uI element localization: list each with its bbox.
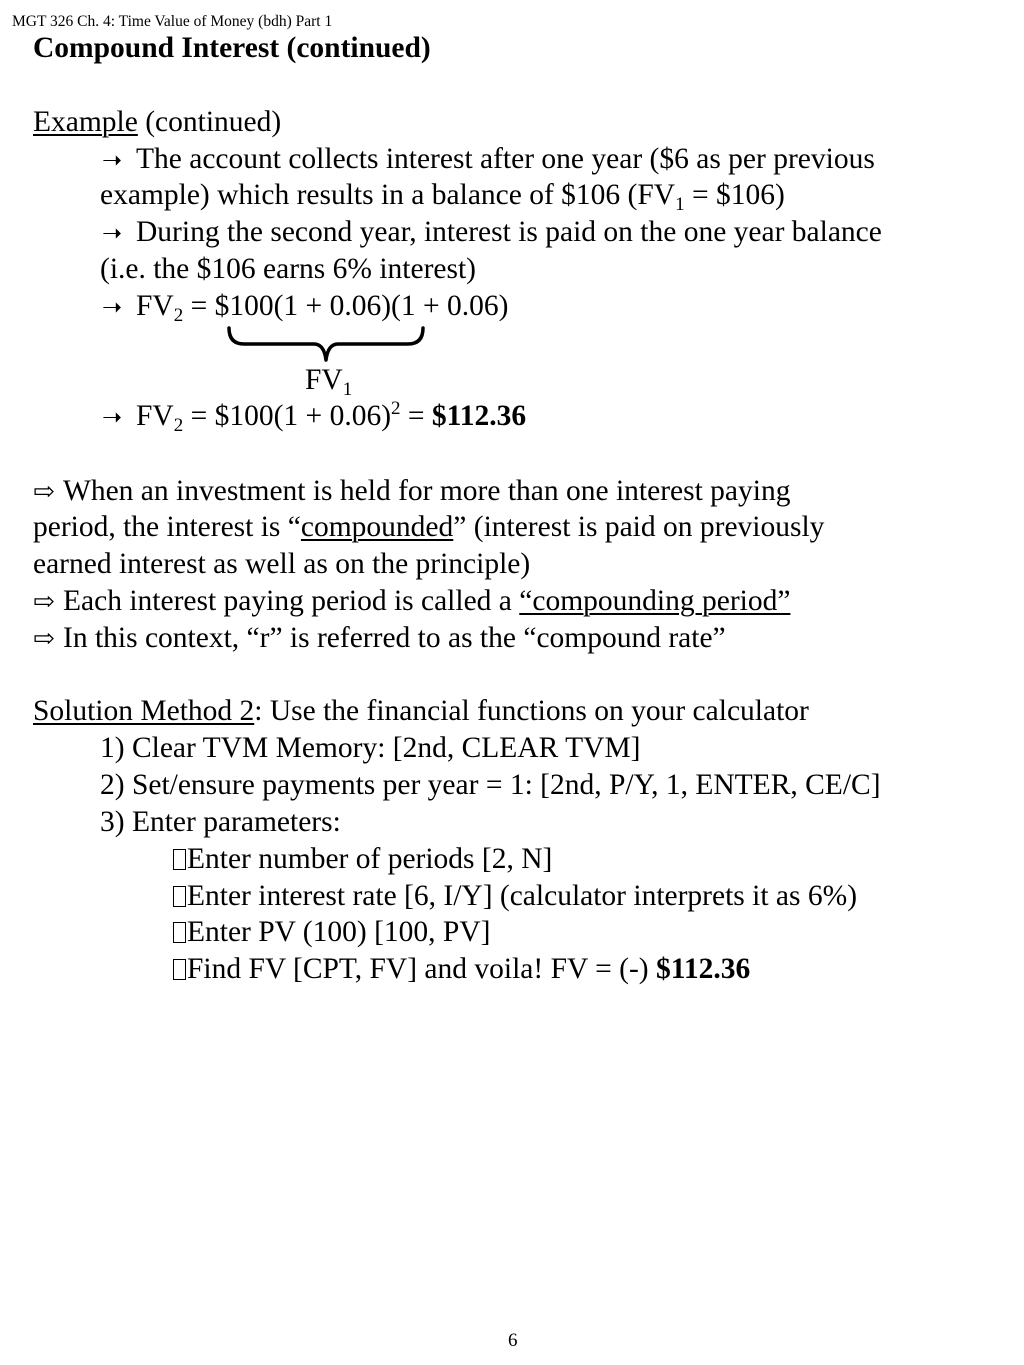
concept-1-line-3: earned interest as well as on the principle) bbox=[33, 548, 531, 580]
concept-1-text-a: period, the interest is “ bbox=[33, 511, 301, 543]
example-bullet-1-line-1: ➝ The account collects interest after one year ($6 as per previous bbox=[102, 143, 875, 175]
solution-substep-1 bbox=[173, 841, 552, 877]
concept-2-text: Each interest paying period is called a bbox=[63, 585, 520, 617]
concept-1-line-1: ⇨ When an investment is held for more than one interest paying bbox=[33, 475, 791, 507]
solution-heading: Solution Method 2 bbox=[33, 695, 255, 727]
substep-4-result: $112.36 bbox=[656, 953, 751, 985]
concept-1-line-2 bbox=[33, 509, 824, 545]
concept-1-text-b: ” (interest is paid on previously bbox=[453, 511, 825, 543]
solution-step-1: 1) Clear TVM Memory: [2nd, CLEAR TVM] bbox=[100, 732, 641, 764]
fv-subscript: 1 bbox=[675, 194, 685, 215]
eq2-expression: = $100(1 + 0.06) bbox=[183, 400, 392, 432]
checkbox-icon bbox=[173, 849, 186, 870]
concept-3-text: In this context, “r” is referred to as the “compound rate” bbox=[63, 622, 726, 654]
solution-heading-suffix: : Use the financial functions on your calculator bbox=[254, 695, 809, 727]
solution-heading-line bbox=[33, 693, 809, 729]
concept-2: ⇨ Each interest paying period is called a “compounding period” bbox=[33, 585, 791, 617]
substep-4-text: Find FV [CPT, FV] and voila! FV = (-) bbox=[187, 953, 656, 985]
example-bullet-2-line-2: (i.e. the $106 earns 6% interest) bbox=[100, 253, 476, 285]
eq2-exponent: 2 bbox=[391, 398, 401, 419]
underbrace bbox=[226, 326, 426, 366]
eq2-fv: FV bbox=[136, 400, 174, 432]
checkbox-icon bbox=[173, 886, 186, 907]
page-number: 6 bbox=[508, 1330, 518, 1351]
example-bullet-2-text: During the second year, interest is paid on the one year balance bbox=[136, 216, 882, 248]
page-header: MGT 326 Ch. 4: Time Value of Money (bdh) Part 1 bbox=[12, 13, 333, 30]
checkbox-icon bbox=[173, 922, 186, 943]
checkbox-icon bbox=[173, 959, 186, 980]
compounding-period-term: “compounding period” bbox=[519, 585, 791, 617]
eq2-result: $112.36 bbox=[431, 400, 527, 432]
example-bullet-1-text-a: example) which results in a balance of $106 (FV bbox=[100, 179, 676, 211]
brace-label-fv: FV bbox=[305, 364, 343, 396]
example-bullet-1-text: The account collects interest after one year ($6 as per previous bbox=[136, 143, 875, 175]
solution-step-3: 3) Enter parameters: bbox=[100, 806, 341, 838]
concept-3: ⇨ In this context, “r” is referred to as the “compound rate” bbox=[33, 622, 726, 654]
brace-label-subscript: 1 bbox=[342, 379, 353, 400]
page-title: Compound Interest (continued) bbox=[33, 32, 431, 64]
example-bullet-1-text-b: = $106) bbox=[684, 179, 785, 211]
example-bullet-1-line-2 bbox=[100, 177, 785, 213]
example-heading-suffix: (continued) bbox=[137, 106, 282, 138]
equation-fv2-result: ➝ $FV_2$ = $100(1 + 0.06)$^2$ = $112.36 bbox=[102, 398, 527, 436]
solution-substep-3 bbox=[173, 914, 490, 950]
substep-1-text: Enter number of periods [2, N] bbox=[187, 843, 553, 875]
compounded-term: compounded bbox=[300, 511, 454, 543]
solution-substep-4 bbox=[173, 951, 750, 987]
eq2-subscript: 2 bbox=[173, 415, 184, 436]
substep-3-text: Enter PV (100) [100, PV] bbox=[187, 916, 491, 948]
solution-step-2: 2) Set/ensure payments per year = 1: [2nd, P/Y, 1, ENTER, CE/C] bbox=[100, 769, 881, 801]
eq1-expression: = $100(1 + 0.06)(1 + 0.06) bbox=[183, 290, 509, 322]
brace-label bbox=[305, 362, 352, 398]
example-heading: Example bbox=[33, 106, 138, 138]
example-bullet-2-line-1: ➝ During the second year, interest is paid on the one year balance bbox=[102, 216, 882, 248]
eq1-fv: FV bbox=[136, 290, 174, 322]
eq2-equals: = bbox=[400, 400, 432, 432]
substep-2-text: Enter interest rate [6, I/Y] (calculator interprets it as 6%) bbox=[187, 880, 858, 912]
equation-fv2-expanded: ➝ $FV_2$ = $100(1 + 0.06)(1 + 0.06) bbox=[102, 290, 509, 326]
concept-1-text: When an investment is held for more than one interest paying bbox=[63, 475, 791, 507]
solution-substep-2 bbox=[173, 878, 857, 914]
eq1-subscript: 2 bbox=[173, 305, 184, 326]
example-heading-line bbox=[33, 104, 281, 140]
